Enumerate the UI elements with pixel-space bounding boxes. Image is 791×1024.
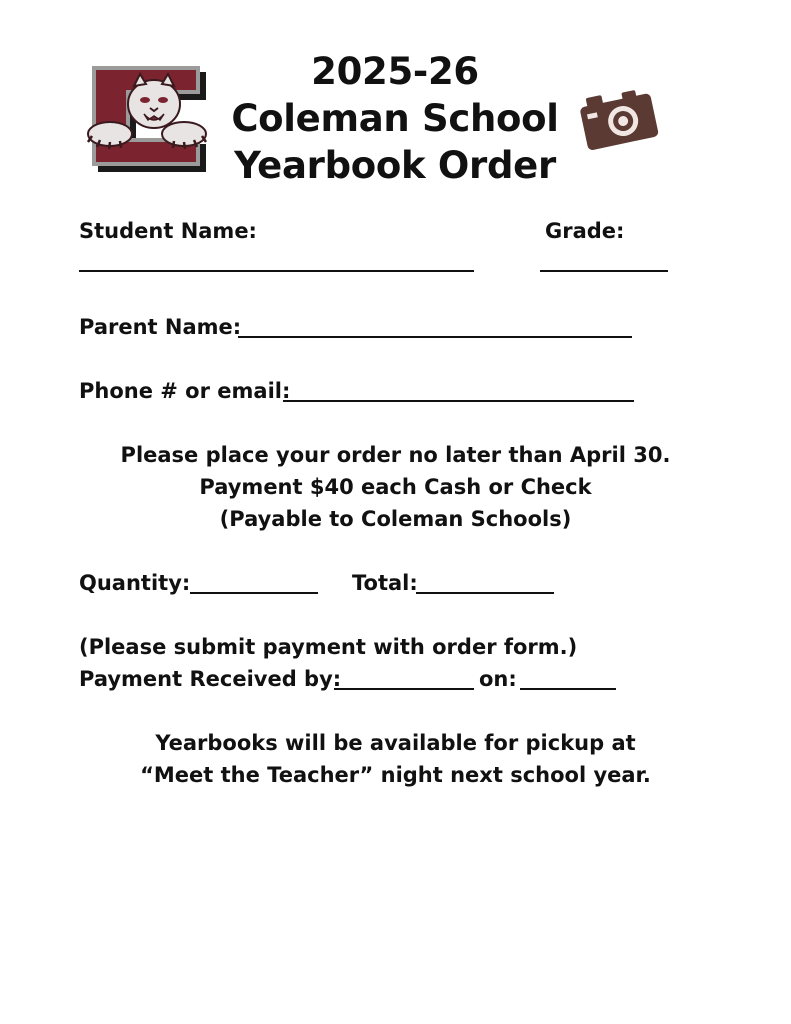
payment-text: Payment $40 each Cash or Check	[199, 475, 592, 499]
deadline-text: Please place your order no later than April 30.	[120, 443, 671, 467]
camera-icon	[576, 82, 660, 150]
grade-field[interactable]	[540, 270, 668, 272]
student-name-field[interactable]	[79, 270, 474, 272]
student-name-label: Student Name:	[79, 219, 257, 243]
parent-name-field[interactable]	[238, 336, 632, 338]
contact-field[interactable]	[283, 400, 634, 402]
cougar-mascot-logo-icon	[84, 64, 212, 176]
received-on-label: on:	[479, 667, 517, 691]
contact-label: Phone # or email:	[79, 379, 291, 403]
payable-text: (Payable to Coleman Schools)	[219, 507, 572, 531]
quantity-label: Quantity:	[79, 571, 191, 595]
payment-received-label: Payment Received by:	[79, 667, 342, 691]
meet-teacher-text: “Meet the Teacher” night next school year.	[140, 763, 651, 787]
title-form: Yearbook Order	[234, 144, 556, 187]
payment-received-field[interactable]	[334, 688, 474, 690]
total-label: Total:	[352, 571, 418, 595]
quantity-field[interactable]	[190, 592, 318, 594]
parent-name-label: Parent Name:	[79, 315, 242, 339]
grade-label: Grade:	[545, 219, 625, 243]
received-on-field[interactable]	[520, 688, 616, 690]
payment-note: (Please submit payment with order form.)	[79, 635, 578, 659]
total-field[interactable]	[416, 592, 554, 594]
contact-row	[79, 376, 290, 406]
pickup-text: Yearbooks will be available for pickup at	[155, 731, 636, 755]
title-school: Coleman School	[231, 97, 559, 140]
parent-name-row	[79, 312, 241, 342]
form-title-block	[215, 48, 575, 189]
title-year: 2025-26	[311, 50, 479, 93]
